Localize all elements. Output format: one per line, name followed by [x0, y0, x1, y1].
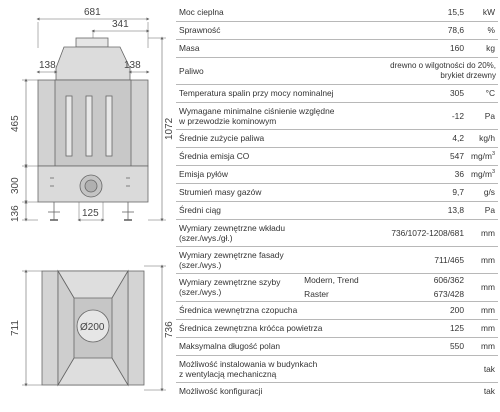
spec-label: [176, 355, 372, 382]
spec-unit: tak: [466, 355, 498, 382]
spec-value: 15,5: [372, 3, 466, 21]
spec-row: [176, 355, 498, 382]
spec-unit: kW: [466, 3, 498, 21]
spec-value-line: brykiet drzewny: [440, 70, 496, 80]
dim-total-height: 1072: [164, 117, 175, 140]
spec-unit: °C: [466, 84, 498, 102]
spec-label: Średni ciąg: [176, 201, 372, 219]
spec-row: [176, 273, 498, 287]
spec-label: Masa: [176, 39, 372, 57]
spec-unit: mm: [466, 273, 498, 301]
spec-row: [176, 21, 498, 39]
spec-value-line: drewno o wilgotności do 20%,: [390, 61, 496, 70]
spec-subrow-value: 606/362: [433, 275, 464, 286]
dim-top-offset: 341: [112, 19, 129, 30]
spec-row: [176, 201, 498, 219]
dim-left-ledge: 138: [39, 60, 56, 71]
spec-value: 305: [372, 84, 466, 102]
spec-row: [176, 246, 498, 273]
spec-row: [176, 165, 498, 183]
spec-label-line: Wymiary zewnętrzne fasady: [179, 249, 284, 260]
spec-label: [176, 246, 372, 273]
spec-label-line: Wymagane minimalne ciśnienie względne: [179, 105, 335, 116]
spec-unit-text: mg/m: [471, 169, 492, 179]
spec-value: 9,7: [372, 183, 466, 201]
spec-subrow-name: Modern, Trend: [304, 275, 359, 286]
spec-unit: g/s: [466, 183, 498, 201]
spec-label-line: (szer./wys./gł.): [179, 232, 233, 243]
technical-drawings: [0, 0, 175, 412]
spec-label: [176, 273, 304, 301]
spec-label: Strumień masy gazów: [176, 183, 372, 201]
spec-row: [176, 147, 498, 165]
spec-value: 550: [372, 337, 466, 355]
spec-label: Średnia emisja CO: [176, 147, 372, 165]
spec-subrow-name: Raster: [304, 287, 372, 301]
spec-label: Możliwość konfiguracji: [179, 386, 263, 397]
spec-table: [176, 3, 498, 400]
spec-unit: mm: [466, 301, 498, 319]
dim-leg-spacing: 125: [82, 208, 99, 219]
spec-value: [372, 355, 466, 382]
spec-unit-sup: 3: [491, 169, 495, 176]
spec-row: [176, 84, 498, 102]
spec-unit: mm: [466, 319, 498, 337]
dim-leg-height: 136: [10, 205, 21, 222]
dim-plan-depth-outer: 736: [164, 321, 175, 338]
spec-label-line: w przewodzie kominowym: [179, 115, 277, 126]
dim-plan-depth: 711: [10, 320, 21, 336]
spec-label-line: Możliwość instalowania w budynkach: [179, 358, 318, 369]
spec-label-line: Wymiary zewnętrzne szyby: [179, 277, 281, 287]
spec-unit: kg/h: [466, 129, 498, 147]
spec-row: [176, 39, 498, 57]
spec-label-line: z wentylacją mechaniczną: [179, 368, 277, 379]
spec-row: [176, 219, 498, 246]
spec-value: 4,2: [372, 129, 466, 147]
spec-unit: [466, 165, 498, 183]
spec-value: -12: [372, 102, 466, 129]
spec-row: [176, 301, 498, 319]
spec-label: Emisja pyłów: [176, 165, 372, 183]
spec-row: [176, 129, 498, 147]
front-view-drawing: [22, 19, 166, 220]
spec-row: [176, 183, 498, 201]
spec-unit: Pa: [466, 201, 498, 219]
spec-row: [176, 57, 498, 84]
spec-value: [372, 382, 466, 400]
spec-label: Średnica wewnętrzna czopucha: [176, 301, 372, 319]
spec-label: [176, 102, 372, 129]
spec-unit: Pa: [466, 102, 498, 129]
spec-label-line: Wymiary zewnętrzne wkładu: [179, 222, 286, 233]
spec-value: 13,8: [372, 201, 466, 219]
spec-label: Moc cieplna: [176, 3, 372, 21]
dim-right-ledge: 138: [124, 60, 141, 71]
spec-value: [372, 57, 498, 84]
spec-label: [176, 219, 372, 246]
spec-label: Temperatura spalin przy mocy nominalnej: [176, 84, 372, 102]
spec-value: 200: [372, 301, 466, 319]
spec-value: 736/1072-1208/681: [372, 219, 466, 246]
spec-row: [176, 382, 498, 400]
spec-row: [176, 3, 498, 21]
spec-unit-text: mg/m: [471, 151, 492, 161]
spec-value: 36: [372, 165, 466, 183]
spec-unit: [466, 147, 498, 165]
spec-label: Paliwo: [176, 57, 372, 84]
spec-unit: mm: [466, 337, 498, 355]
spec-unit-sup: 3: [491, 151, 495, 158]
spec-row: [176, 319, 498, 337]
spec-label: Maksymalna długość polan: [176, 337, 372, 355]
spec-value: 547: [372, 147, 466, 165]
drawings-svg: [0, 0, 175, 412]
spec-label-line: (szer./wys.): [179, 287, 222, 297]
spec-subrow-value: 673/428: [372, 287, 466, 301]
spec-value: 125: [372, 319, 466, 337]
spec-label-line: (szer./wys.): [179, 259, 222, 270]
dim-lower-height: 300: [10, 177, 21, 194]
spec-label: Średnie zużycie paliwa: [176, 129, 372, 147]
spec-unit: mm: [466, 246, 498, 273]
spec-row: [176, 102, 498, 129]
spec-label: Sprawność: [176, 21, 372, 39]
spec-unit: mm: [466, 219, 498, 246]
spec-value: 711/465: [372, 246, 466, 273]
dim-front-height: 465: [10, 115, 21, 132]
spec-row: [176, 337, 498, 355]
spec-label: Średnica zewnętrzna króćca powietrza: [176, 319, 372, 337]
dim-flue-diameter: Ø200: [80, 322, 105, 333]
spec-unit: kg: [466, 39, 498, 57]
spec-unit: %: [466, 21, 498, 39]
spec-value: 160: [372, 39, 466, 57]
dim-front-width: 681: [84, 7, 101, 18]
spec-unit: tak: [483, 386, 495, 397]
spec-value: 78,6: [372, 21, 466, 39]
